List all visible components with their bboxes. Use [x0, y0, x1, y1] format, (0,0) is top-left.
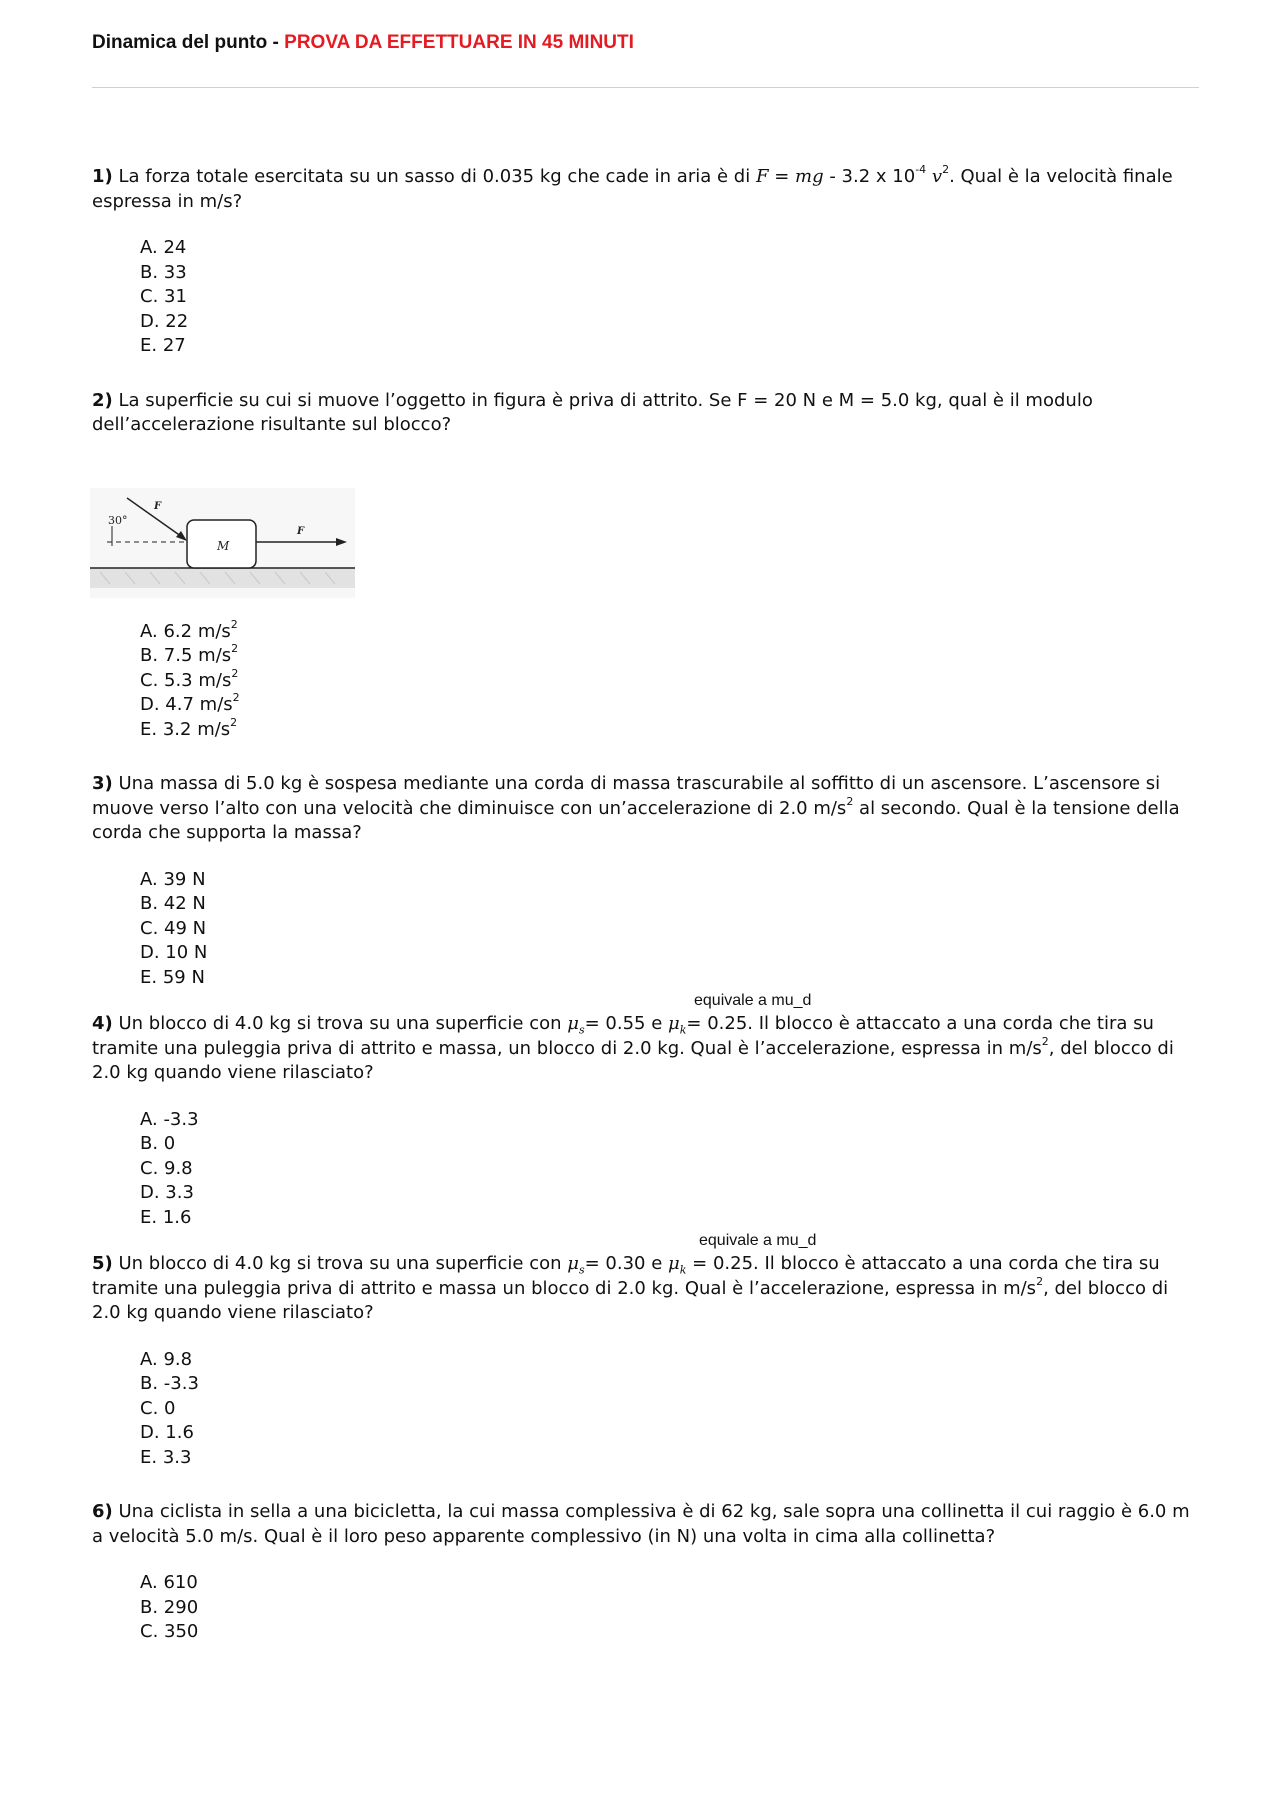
question-6	[92, 1500, 1202, 1645]
answer-option: A. 24	[140, 237, 187, 258]
answer-option: A. 610	[140, 1572, 198, 1593]
header-highlight: PROVA DA EFFETTUARE IN 45 MINUTI	[284, 32, 634, 53]
answer-options	[140, 1348, 1202, 1471]
question-text: 5) Un blocco di 4.0 kg si trova su una superficie con $\mu_s= 0.30$ e $\mu_k = 0.25$. Il blocco è attaccato a una corda che tira su tramite una puleggia priva di attrito e massa un blocco di 2.0 kg. Qual è l’accelerazione, espressa in $m/s^2$, del blocco di 2.0 kg quando viene rilasciato?	[92, 1253, 1169, 1323]
answer-option: B. 33	[140, 261, 187, 283]
answer-options	[140, 617, 1202, 743]
question-number: 4)	[92, 1013, 113, 1034]
answer-option: E. 3.2 $m/s^2$	[140, 715, 238, 740]
answer-options	[140, 868, 1202, 991]
answer-option: C. 31	[140, 286, 187, 307]
answer-option: D. 10 N	[140, 942, 208, 963]
question-1	[92, 165, 1202, 359]
question-text: 1) La forza totale esercitata su un sasso di 0.035 kg che cade in aria è di F = mg - 3.2 x $10^{-4}$ $v^2$. Qual è la velocità finale espressa in m/s?	[92, 163, 1173, 212]
answer-option: E. 1.6	[140, 1206, 192, 1228]
answer-option: A. -3.3	[140, 1108, 199, 1130]
question-text: 2) La superficie su cui si muove l’oggetto in figura è priva di attrito. Se F = 20 N e M = 5.0 kg, qual è il modulo dell’accelerazione risultante sul blocco?	[92, 389, 1093, 435]
answer-option: C. 9.8	[140, 1157, 193, 1179]
answer-option: B. -3.3	[140, 1373, 199, 1394]
header-title: Dinamica del punto -	[92, 32, 279, 53]
answer-option: E. 3.3	[140, 1446, 192, 1468]
exam-content	[92, 165, 1202, 1645]
answer-options	[140, 236, 1202, 359]
answer-option: C. 0	[140, 1397, 176, 1419]
question-number: 3)	[92, 773, 113, 794]
answer-option: B. 42 N	[140, 893, 206, 914]
answer-option: A. 9.8	[140, 1348, 193, 1370]
answer-option: D. 22	[140, 310, 189, 332]
question-3	[92, 772, 1202, 990]
margin-note: equivale a mu_d	[694, 992, 812, 1009]
question-text: 6) Una ciclista in sella a una bicicletta, la cui massa complessiva è di 62 kg, sale sopra una collinetta il cui raggio è 6.0 m a velocità 5.0 m/s. Qual è il loro peso apparente complessivo (in N) una volta in cima alla collinetta?	[92, 1501, 1190, 1547]
answer-option: A. 39 N	[140, 868, 206, 890]
answer-option: D. 1.6	[140, 1422, 194, 1443]
question-number: 2)	[92, 389, 113, 411]
answer-option: C. 5.3 $m/s^2$	[140, 666, 239, 691]
question-2	[92, 389, 1202, 743]
answer-option: D. 3.3	[140, 1182, 194, 1203]
answer-option: E. 27	[140, 335, 186, 356]
answer-option: A. 6.2 $m/s^2$	[140, 617, 238, 642]
answer-option: B. 0	[140, 1133, 176, 1154]
question-number: 6)	[92, 1501, 113, 1522]
answer-option: D. 4.7 $m/s^2$	[140, 691, 240, 715]
force-diagram	[90, 488, 355, 598]
answer-option: C. 49 N	[140, 917, 207, 939]
answer-options	[140, 1108, 1202, 1231]
answer-option: B. 290	[140, 1596, 199, 1618]
angled-force-label: F	[154, 500, 162, 512]
answer-options	[140, 1571, 1202, 1645]
question-text: 3) Una massa di 5.0 kg è sospesa mediante una corda di massa trascurabile al soffitto di un ascensore. L’ascensore si muove verso l’alto con una velocità che diminuisce con un’accelerazione di 2.0 $m/s^2$ al secondo. Qual è la tensione della corda che supporta la massa?	[92, 773, 1180, 843]
answer-option: B. 7.5 $m/s^2$	[140, 642, 239, 666]
question-number: 1)	[92, 166, 113, 187]
horizontal-force-label: F	[297, 525, 305, 537]
question-5	[92, 1252, 1202, 1470]
header-divider	[92, 87, 1199, 88]
question-4	[92, 1012, 1202, 1230]
answer-option: C. 350	[140, 1621, 199, 1642]
angle-label: 30°	[108, 513, 128, 527]
margin-note: equivale a mu_d	[699, 1232, 817, 1249]
question-number: 5)	[92, 1253, 113, 1274]
answer-option: E. 59 N	[140, 966, 205, 988]
mass-label: M	[217, 538, 230, 553]
question-text: 4) Un blocco di 4.0 kg si trova su una superficie con $\mu_s= 0.55$ e $\mu_k= 0.25$. Il blocco è attaccato a una corda che tira su tramite una puleggia priva di attrito e massa, un blocco di 2.0 kg. Qual è l’accelerazione, espressa in $m/s^2$, del blocco di 2.0 kg quando viene rilasciato?	[92, 1013, 1174, 1083]
page-header	[92, 32, 634, 54]
